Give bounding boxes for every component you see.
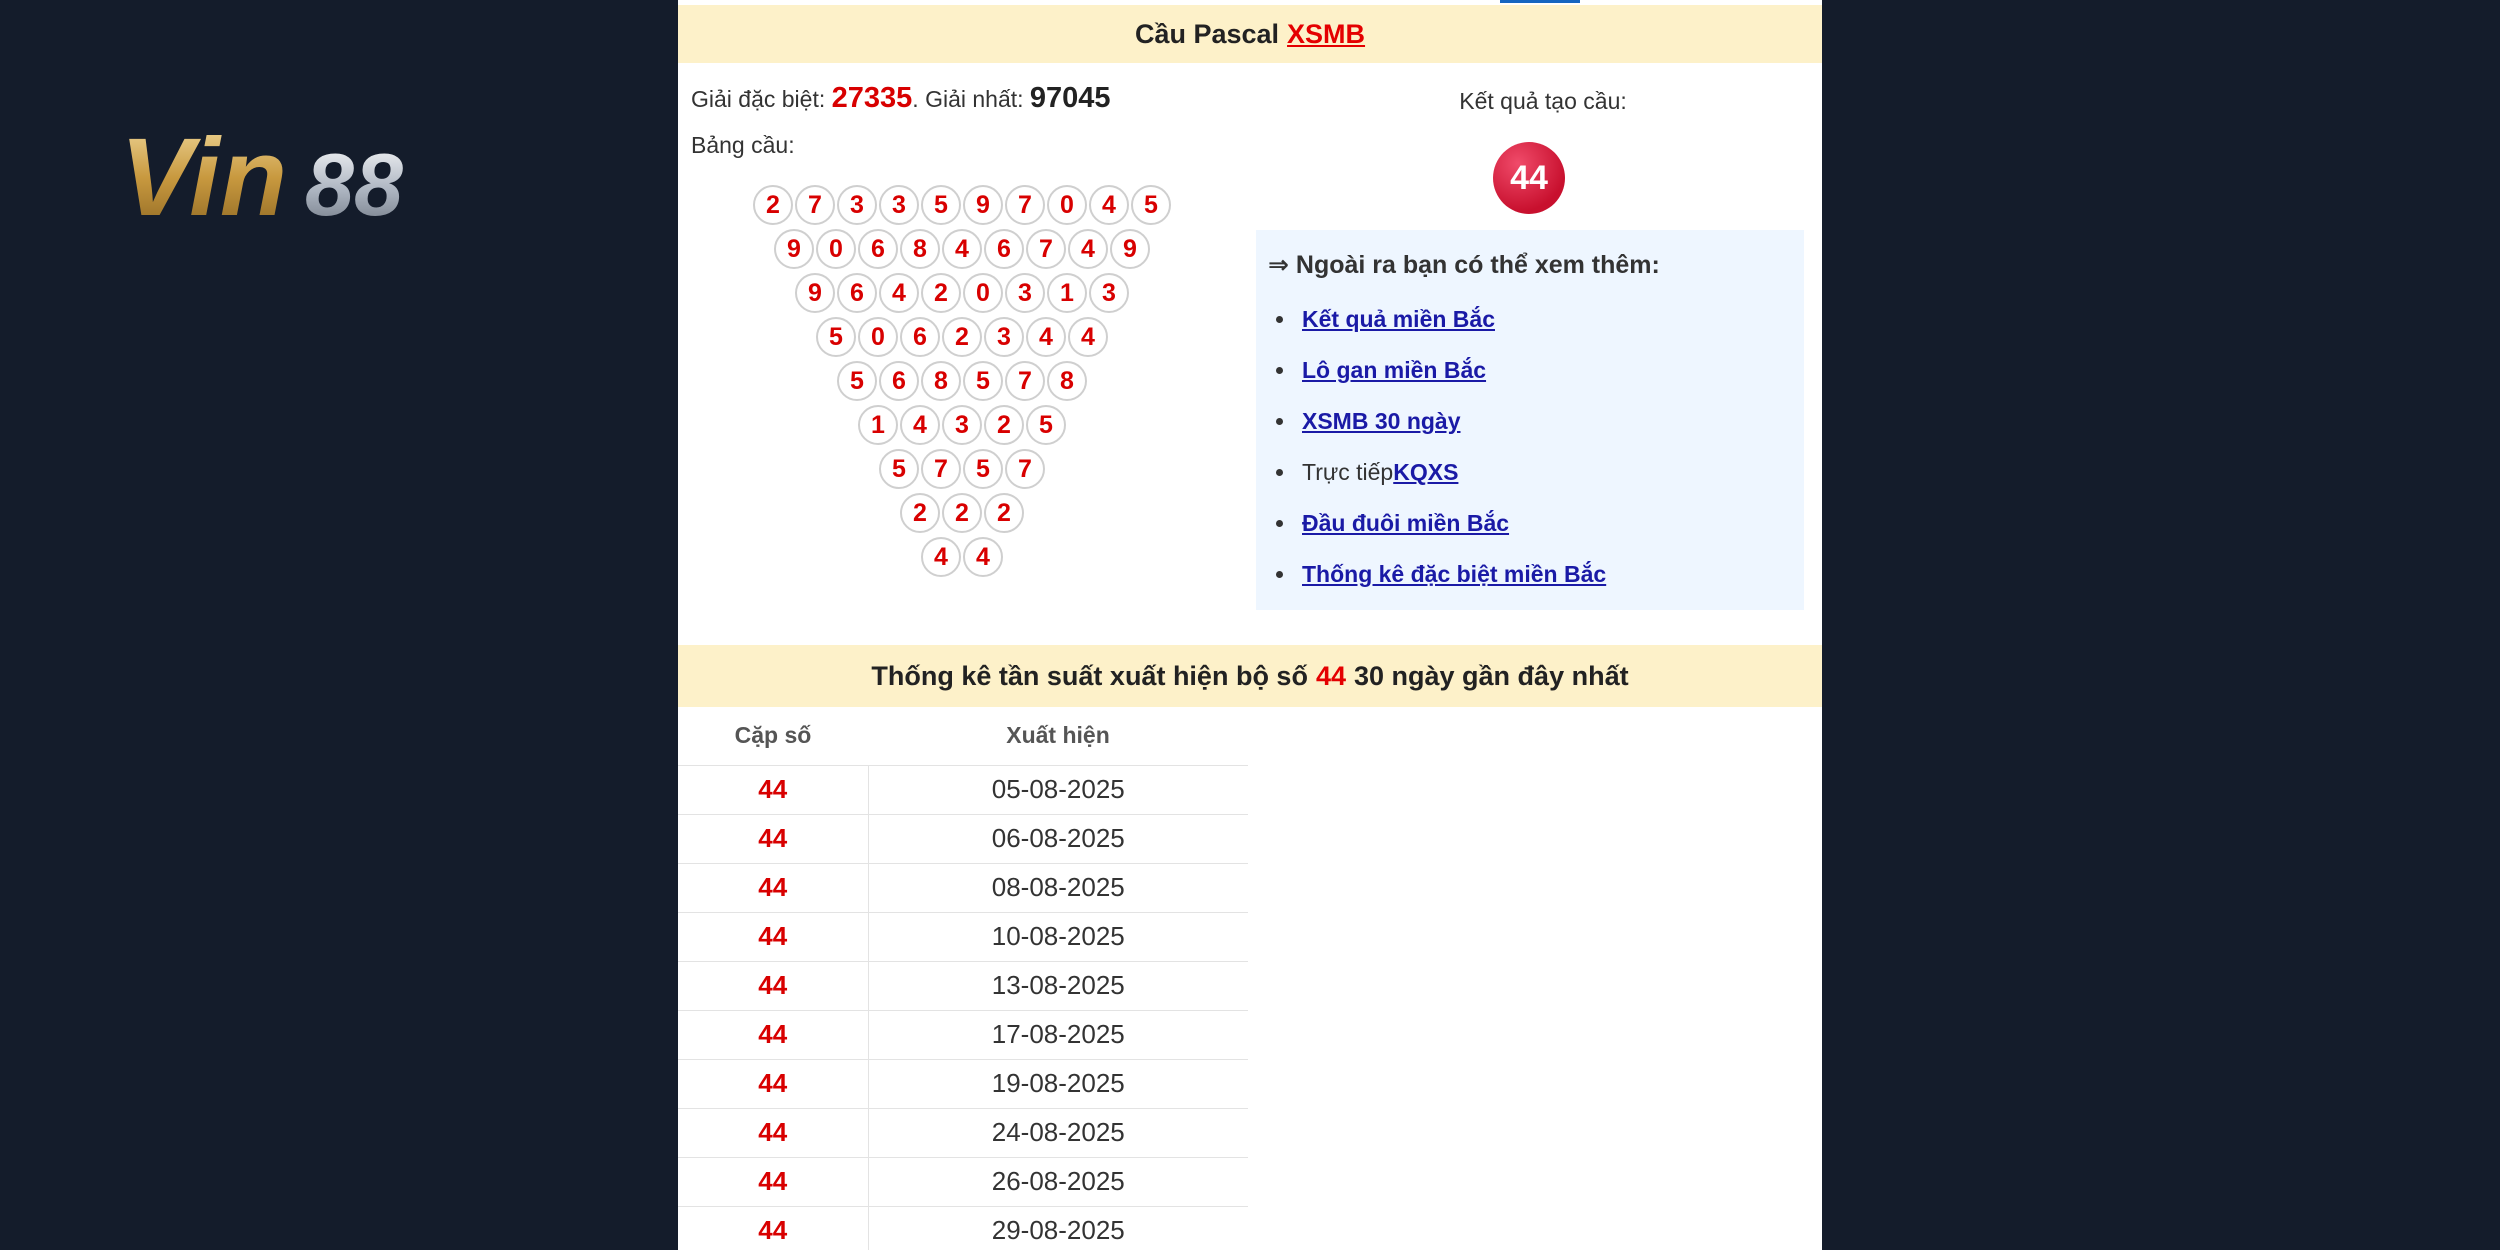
triangle-ball: 4 [879,273,919,313]
list-item-prefix: Trực tiếp [1302,459,1394,485]
table-row [678,1108,1248,1157]
ket-qua-mien-bac-link[interactable]: Kết quả miền Bắc [1302,306,1495,332]
triangle-ball: 5 [963,449,1003,489]
triangle-row [879,449,1045,489]
triangle-row [816,317,1108,357]
triangle-ball: 4 [921,537,961,577]
triangle-row [753,185,1171,225]
stats-title-bar [678,645,1822,707]
triangle-ball: 7 [921,449,961,489]
see-more-box [1256,230,1804,610]
table-row [678,961,1248,1010]
triangle-ball: 6 [879,361,919,401]
triangle-ball: 5 [816,317,856,357]
triangle-ball: 2 [942,493,982,533]
triangle-row [900,493,1024,533]
pair-cell: 44 [678,1157,868,1206]
triangle-ball: 1 [1047,273,1087,313]
triangle-row [774,229,1150,269]
triangle-ball: 8 [900,229,940,269]
triangle-ball: 3 [984,317,1024,357]
triangle-ball: 3 [942,405,982,445]
special-prize-label: Giải đặc biệt: [691,86,826,112]
xsmb-30-ngay-link[interactable]: XSMB 30 ngày [1302,408,1461,434]
pair-cell: 44 [678,961,868,1010]
triangle-ball: 4 [1068,317,1108,357]
triangle-ball: 7 [1005,185,1045,225]
triangle-ball: 2 [753,185,793,225]
triangle-ball: 1 [858,405,898,445]
pascal-title: Cầu Pascal [1134,18,1280,49]
list-item [1268,294,1792,345]
table-row [678,814,1248,863]
lo-gan-mien-bac-link[interactable]: Lô gan miền Bắc [1302,357,1487,383]
list-item [1268,498,1792,549]
pair-cell: 44 [678,765,868,814]
list-item [1268,549,1792,600]
table-row [678,1157,1248,1206]
triangle-ball: 4 [1089,185,1129,225]
triangle-ball: 0 [816,229,856,269]
triangle-ball: 5 [1026,405,1066,445]
triangle-ball: 8 [1047,361,1087,401]
triangle-ball: 7 [1005,449,1045,489]
date-cell: 26-08-2025 [868,1157,1248,1206]
col-pair-header: Cặp số [734,722,812,749]
list-item [1268,396,1792,447]
date-cell: 17-08-2025 [868,1010,1248,1059]
stats-title-suffix: 30 ngày gần đây nhất [1354,660,1629,691]
main-panel [678,0,1822,1250]
triangle-ball: 6 [984,229,1024,269]
logo-text-vin: Vin [120,116,288,239]
see-more-title: ⇒ Ngoài ra bạn có thể xem thêm: [1268,251,1660,279]
vin88-logo[interactable] [120,115,490,240]
frequency-table [678,707,1248,1250]
pair-cell: 44 [678,814,868,863]
table-row [678,1206,1248,1250]
dau-duoi-mien-bac-link[interactable]: Đầu đuôi miền Bắc [1302,510,1510,536]
col-appear-header: Xuất hiện [1006,722,1110,749]
date-cell: 08-08-2025 [868,863,1248,912]
triangle-ball: 2 [984,493,1024,533]
triangle-ball: 5 [879,449,919,489]
triangle-ball: 4 [963,537,1003,577]
triangle-ball: 5 [921,185,961,225]
pascal-title-bar [678,5,1822,63]
triangle-ball: 5 [1131,185,1171,225]
date-cell: 19-08-2025 [868,1059,1248,1108]
triangle-ball: 4 [900,405,940,445]
pair-cell: 44 [678,1206,868,1250]
triangle-ball: 4 [1068,229,1108,269]
triangle-ball: 0 [963,273,1003,313]
triangle-ball: 6 [837,273,877,313]
triangle-ball: 3 [1089,273,1129,313]
vin88-logo-graphic [120,115,490,240]
result-ball: 44 [1493,142,1565,214]
triangle-ball: 0 [1047,185,1087,225]
triangle-ball: 2 [984,405,1024,445]
pair-cell: 44 [678,1010,868,1059]
top-tab-indicator[interactable] [1500,0,1580,3]
triangle-row [921,537,1003,577]
triangle-ball: 3 [837,185,877,225]
triangle-ball: 2 [921,273,961,313]
first-prize-label: Giải nhất: [925,86,1024,112]
stats-title-prefix: Thống kê tần suất xuất hiện bộ số [871,660,1308,691]
triangle-ball: 9 [1110,229,1150,269]
triangle-ball: 4 [1026,317,1066,357]
triangle-row [837,361,1087,401]
triangle-ball: 7 [1026,229,1066,269]
table-header-row [678,707,1248,765]
thong-ke-dac-biet-link[interactable]: Thống kê đặc biệt miền Bắc [1302,561,1607,587]
triangle-row [795,273,1129,313]
triangle-ball: 6 [900,317,940,357]
triangle-ball: 8 [921,361,961,401]
first-prize-value: 97045 [1029,82,1111,114]
triangle-ball: 9 [963,185,1003,225]
date-cell: 24-08-2025 [868,1108,1248,1157]
kqxs-link[interactable]: KQXS [1393,459,1459,485]
pair-cell: 44 [678,863,868,912]
see-more-list [1268,294,1792,600]
triangle-ball: 9 [774,229,814,269]
pair-cell: 44 [678,912,868,961]
triangle-ball: 2 [900,493,940,533]
triangle-row [858,405,1066,445]
pair-cell: 44 [678,1059,868,1108]
list-item [1268,345,1792,396]
triangle-ball: 3 [1005,273,1045,313]
table-row [678,863,1248,912]
date-cell: 29-08-2025 [868,1206,1248,1250]
date-cell: 06-08-2025 [868,814,1248,863]
triangle-ball: 2 [942,317,982,357]
list-item [1268,447,1792,498]
logo-text-88: 88 [305,135,403,234]
triangle-ball: 4 [942,229,982,269]
table-row [678,765,1248,814]
triangle-ball: 5 [837,361,877,401]
date-cell: 05-08-2025 [868,765,1248,814]
triangle-ball: 7 [1005,361,1045,401]
table-row [678,1059,1248,1108]
prize-line: Giải đặc biệt: 27335. Giải nhất: 97045 [691,82,1111,114]
stats-title-number: 44 [1315,660,1346,691]
xsmb-title-link[interactable]: XSMB [1287,18,1366,49]
triangle-ball: 5 [963,361,1003,401]
triangle-ball: 3 [879,185,919,225]
table-row [678,912,1248,961]
pair-cell: 44 [678,1108,868,1157]
result-label: Kết quả tạo cầu: [1459,88,1627,114]
date-cell: 13-08-2025 [868,961,1248,1010]
triangle-ball: 6 [858,229,898,269]
bang-cau-label: Bảng cầu: [691,132,795,158]
special-prize-value: 27335 [831,82,913,114]
table-row [678,1010,1248,1059]
triangle-ball: 7 [795,185,835,225]
triangle-ball: 9 [795,273,835,313]
date-cell: 10-08-2025 [868,912,1248,961]
triangle-ball: 0 [858,317,898,357]
